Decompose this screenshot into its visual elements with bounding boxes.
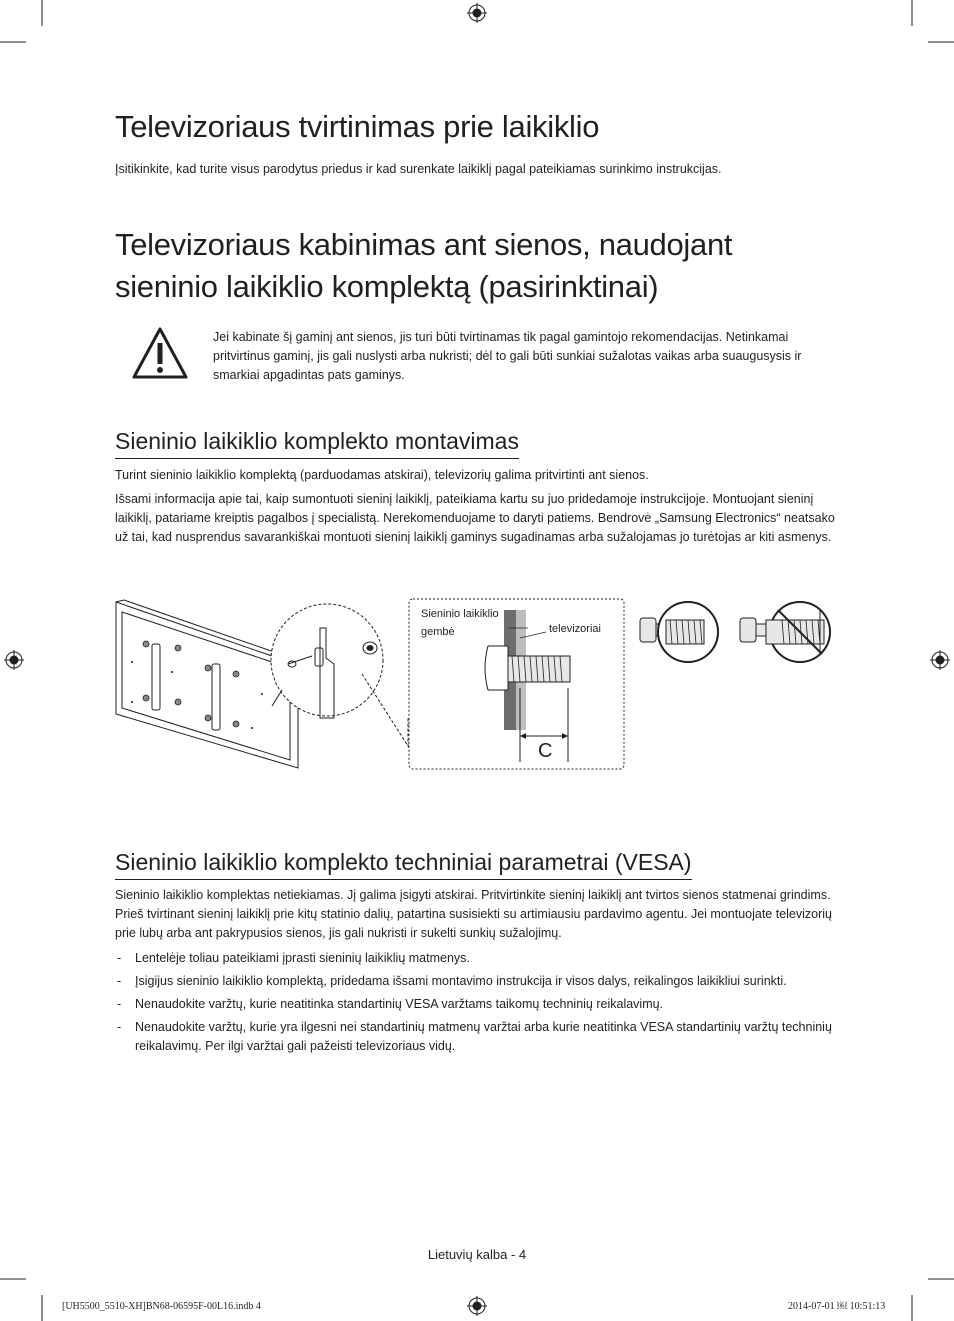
vesa-bullet-list <box>115 949 835 1060</box>
section-heading-vesa: Sieninio laikiklio komplekto techniniai parametrai (VESA) <box>115 849 692 880</box>
label-bracket-line2: gembė <box>421 626 455 638</box>
registration-mark-top <box>467 3 487 23</box>
install-paragraph-1: Turint sieninio laikiklio komplektą (parduodamas atskirai), televizorių galima pritvirtinti ant sienos. <box>115 468 649 482</box>
section-heading-install: Sieninio laikiklio komplekto montavimas <box>115 428 519 459</box>
section-title-wall-line2: sieninio laikiklio komplektą (pasirinktinai) <box>115 269 659 304</box>
page-number: Lietuvių kalba - 4 <box>427 1247 527 1262</box>
file-info: [UH5500_5510-XH]BN68-06595F-00L16.indb 4 <box>62 1301 261 1312</box>
label-bracket-line1: Sieninio laikiklio <box>421 608 499 620</box>
registration-mark-left <box>4 650 24 670</box>
registration-mark-right <box>930 650 950 670</box>
label-tv: televizoriai <box>549 623 601 635</box>
warning-text: Jei kabinate šį gaminį ant sienos, jis turi būti tvirtinamas tik pagal gamintojo rekomendacijas. Netinkamai pritvirtinus gaminį, jis gali nuslysti arba nukristi; dėl to gali būti sunkiai sužalotas vaikas arba suaugusysis ir smarkiai apgadintas pats gaminys. <box>213 330 802 382</box>
label-dimension-c: C <box>538 740 553 762</box>
list-item: - Nenaudokite varžtų, kurie neatitinka standartinių VESA varžtams taikomų techninių reikalavimų. <box>117 997 664 1011</box>
tv-back-bracket-illustration <box>112 598 412 773</box>
incorrect-screw-icon <box>734 598 840 666</box>
print-timestamp: 2014-07-01 ￼ 10:51:13 <box>788 1301 886 1312</box>
list-item: - Lentelėje toliau pateikiami įprasti sieninių laikiklių matmenys. <box>117 951 470 965</box>
vesa-paragraph: Sieninio laikiklio komplektas netiekiamas. Jį galima įsigyti atskirai. Pritvirtinkite sieninį laikiklį ant tvirtos sienos statmenai grindims. Prieš tvirtinant sieninį laikiklį prie kitų statinio dalių, patartina susisiekti su artimiausiu pardavimo agentu. Jei montuojate televizorių prie lubų arba ant pakrypusios sienos, jis gali nukristi ir sukelti sunkių sužalojimų. <box>115 888 833 940</box>
intro-text: Įsitikinkite, kad turite visus parodytus priedus ir kad surenkate laikiklį pagal pateikiamas surinkimo instrukcijas. <box>115 162 722 176</box>
section-title-wall-line1: Televizoriaus kabinimas ant sienos, naudojant <box>115 227 733 262</box>
install-paragraph-2: Išsami informacija apie tai, kaip sumontuoti sieninį laikiklį, pateikiama kartu su juo pridedamoje instrukcijoje. Montuojant sieninį laikiklį, patariame kreiptis pagalbos į specialistą. Nerekomenduojame to daryti patiems. Bendrovė „Samsung Electronics“ neatsako už tai, kad nusprendus savarankiškai montuoti sieninį laikiklį gaminys sugadinamas arba sužalojamas jo turėtojas ar kiti asmenys. <box>115 492 835 544</box>
list-item: - Nenaudokite varžtų, kurie yra ilgesni nei standartinių matmenų varžtai arba kurie neatitinka VESA standartinių varžtų techninių reikalavimų. Per ilgi varžtai gali pažeisti televizoriaus vidų. <box>117 1020 832 1053</box>
list-item: - Įsigijus sieninio laikiklio komplektą, pridedama išsami montavimo instrukcija ir visos dalys, reikalingos laikikliui surinkti. <box>117 974 787 988</box>
correct-screw-icon <box>624 598 724 666</box>
warning-icon <box>132 326 188 382</box>
page-title: Televizoriaus tvirtinimas prie laikiklio <box>115 109 600 144</box>
registration-mark-bottom <box>467 1296 487 1316</box>
